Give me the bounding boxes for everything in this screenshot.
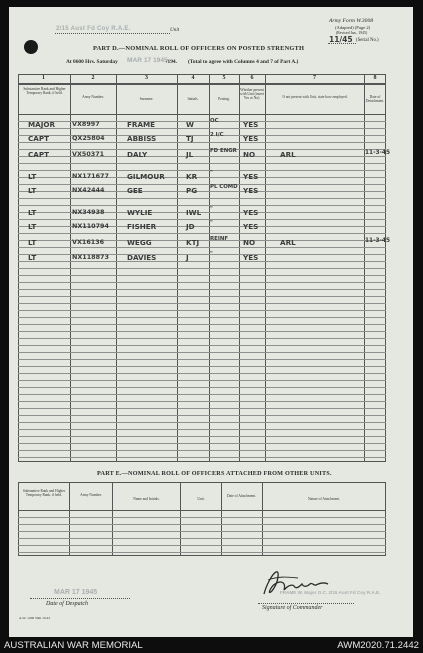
punch-hole [24, 40, 38, 54]
serial-label: (Serial No.) [356, 38, 379, 43]
cell-posting: REINF [210, 236, 229, 242]
row-line [18, 401, 386, 402]
cell-army-number: VX50371 [72, 150, 105, 158]
header-initials: Initials. [187, 97, 199, 101]
col-num-3: 3 [145, 75, 148, 81]
row-line [18, 170, 386, 171]
cell-initials: J [186, 253, 189, 262]
col-num-2: 2 [91, 75, 95, 81]
col-num-1: 1 [42, 75, 45, 81]
cell-army-number: VX16136 [72, 238, 105, 246]
cell-posting: " [210, 206, 213, 212]
cell-initials: KR [186, 172, 198, 181]
cell-rank: LT [28, 186, 37, 195]
row-line [18, 163, 386, 164]
cell-posting: 2 I/C [210, 132, 224, 138]
col-num-5: 5 [222, 75, 226, 81]
cell-surname: ABBISS [127, 134, 157, 143]
cell-present: YES [243, 186, 259, 195]
agree-text: (Total to agree with Columns 4 and 7 of Part A.) [188, 59, 299, 65]
cell-present: YES [243, 208, 259, 217]
commander-label: Signature of Commander [262, 605, 323, 611]
cell-surname: FISHER [127, 222, 157, 231]
e-header-date: Date of Attachment. [226, 494, 257, 498]
col-num-8: 8 [373, 75, 377, 81]
row-line [18, 422, 386, 423]
cell-initials: KTJ [186, 238, 200, 247]
row-line [18, 545, 386, 546]
row-line [18, 282, 386, 283]
row-line [18, 296, 386, 297]
cell-initials: TJ [186, 134, 194, 143]
header-army-number: Army Number. [82, 95, 104, 99]
header-present: Whether present with Unit (insert Yes or No). [240, 88, 264, 101]
col-num-4: 4 [191, 75, 195, 81]
cell-army-number: NX110794 [72, 222, 109, 230]
cell-army-number: NX171677 [72, 172, 109, 180]
cell-army-number: QX25804 [72, 134, 105, 142]
row-line [18, 268, 386, 269]
row-line [18, 436, 386, 437]
unit-typed: 2/15 Aust Fd Coy R.A.E. [56, 26, 131, 32]
cell-date: 11-3-45 [365, 150, 390, 156]
cell-rank: LT [28, 208, 37, 217]
row-line [18, 394, 386, 395]
cell-surname: WEGG [127, 238, 152, 247]
cell-initials: JD [186, 222, 195, 231]
cell-present: YES [243, 222, 259, 231]
e-header-name: Name and Initials. [133, 497, 160, 501]
row-line [18, 205, 386, 206]
row-line [18, 531, 386, 532]
cell-present: YES [243, 172, 259, 181]
cell-rank: CAPT [28, 134, 50, 143]
header-divider [18, 114, 386, 115]
cell-rank: LT [28, 253, 37, 262]
cell-rank: LT [28, 238, 37, 247]
cell-posting: PL COMD [210, 184, 238, 190]
row-line [18, 524, 386, 525]
header-surname: Surname. [139, 97, 154, 101]
cell-posting: " [210, 251, 213, 257]
row-line [18, 184, 386, 185]
cell-surname: GILMOUR [127, 172, 165, 181]
e-header-nature: Nature of Attachment. [307, 497, 341, 501]
cell-surname: DAVIES [127, 253, 157, 262]
commander-line [258, 603, 354, 604]
serial-number: 11/45 [329, 35, 353, 44]
row-line [18, 324, 386, 325]
cell-present: YES [243, 120, 259, 129]
row-line [18, 366, 386, 367]
row-line [18, 457, 386, 458]
cell-rank: LT [28, 172, 37, 181]
form-revised: (Revised Jan., 1945) [336, 31, 368, 35]
col-num-6: 6 [250, 75, 254, 81]
row-line [18, 345, 386, 346]
cell-present: YES [243, 253, 259, 262]
row-line [18, 338, 386, 339]
row-line [18, 517, 386, 518]
row-line [18, 538, 386, 539]
cell-surname: DALY [127, 150, 148, 159]
cell-posting: " [210, 170, 213, 176]
date-suffix: /194. [166, 59, 177, 65]
row-line [18, 352, 386, 353]
despatch-stamp: MAR 17 1945 [54, 589, 98, 596]
cell-initials: IWL [186, 208, 202, 217]
unit-line [55, 33, 170, 34]
caption-bar [0, 638, 423, 653]
col-num-7: 7 [313, 75, 316, 81]
row-line [18, 408, 386, 409]
row-line [18, 552, 386, 553]
cell-date: 11-3-45 [365, 238, 390, 244]
header-employed: If not present with Unit, state how employed. [282, 95, 348, 99]
part-d-title: PART D.—NOMINAL ROLL OF OFFICERS ON POSTED STRENGTH [93, 45, 305, 52]
row-line [18, 275, 386, 276]
row-line [18, 198, 386, 199]
e-header-unit: Unit. [197, 497, 205, 501]
cell-surname: WYLIE [127, 208, 153, 217]
row-line [18, 247, 386, 248]
despatch-label: Date of Despatch [46, 601, 88, 607]
cell-employed: ARL [280, 238, 296, 247]
row-line [18, 219, 386, 220]
cell-posting: " [210, 220, 213, 226]
cell-surname: GEE [127, 186, 143, 195]
at-text: At 0600 Hrs. Saturday [66, 59, 118, 65]
commander-stamp: FRAME W. Major O.C. 2/15 Aust Fd Coy R.A.E. [280, 590, 381, 595]
row-line [18, 310, 386, 311]
cell-employed: ARL [280, 150, 296, 159]
header-date-detachment: Date of Detachment. [365, 95, 385, 104]
row-line [18, 443, 386, 444]
row-line [18, 380, 386, 381]
part-e-title: PART E.—NOMINAL ROLL OF OFFICERS ATTACHED FROM OTHER UNITS. [97, 470, 332, 477]
header-rank: Substantive Rank and Higher Temporary Rank, if held. [23, 87, 66, 96]
row-line [18, 429, 386, 430]
cell-rank: LT [28, 222, 37, 231]
caption-left: AUSTRALIAN WAR MEMORIAL [4, 640, 143, 651]
row-line [18, 373, 386, 374]
serial-line [328, 43, 356, 44]
cell-initials: JL [186, 150, 194, 159]
row-line [18, 317, 386, 318]
header-posting: Posting. [218, 97, 230, 101]
cell-army-number: VX8997 [72, 120, 100, 128]
row-line [18, 289, 386, 290]
form-adapted: (Adapted) (Page 2) [335, 25, 371, 30]
cell-initials: PG [186, 186, 198, 195]
cell-rank: CAPT [28, 150, 50, 159]
row-line [18, 331, 386, 332]
cell-rank: MAJOR [28, 120, 56, 129]
row-line [18, 450, 386, 451]
despatch-line [30, 598, 130, 599]
printer-note: A.W. 1206 50m 10.43 [19, 616, 50, 620]
caption-right: AWM2020.71.2442 [337, 640, 419, 651]
cell-initials: W [186, 120, 194, 129]
cell-posting: OC [210, 118, 219, 124]
row-line [18, 387, 386, 388]
cell-present: NO [243, 238, 256, 247]
e-header-army-number: Army Number. [80, 493, 102, 497]
cell-present: NO [243, 150, 256, 159]
cell-army-number: NX34938 [72, 208, 105, 216]
cell-present: YES [243, 134, 259, 143]
row-line [18, 359, 386, 360]
date-stamp: MAR 17 1945 [127, 57, 168, 64]
row-line [18, 303, 386, 304]
cell-posting: FD ENGR [210, 148, 237, 154]
cell-army-number: NX42444 [72, 186, 105, 194]
unit-label: Unit [170, 27, 180, 33]
row-line [18, 415, 386, 416]
e-header-rank: Substantive Rank and Higher Temporary Rank, if held. [22, 489, 66, 498]
form-name: Army Form W.3008 [329, 18, 374, 24]
row-line [18, 233, 386, 234]
part-e-header-divider [18, 510, 386, 511]
cell-surname: FRAME [127, 120, 156, 129]
cell-army-number: NX118873 [72, 253, 109, 261]
